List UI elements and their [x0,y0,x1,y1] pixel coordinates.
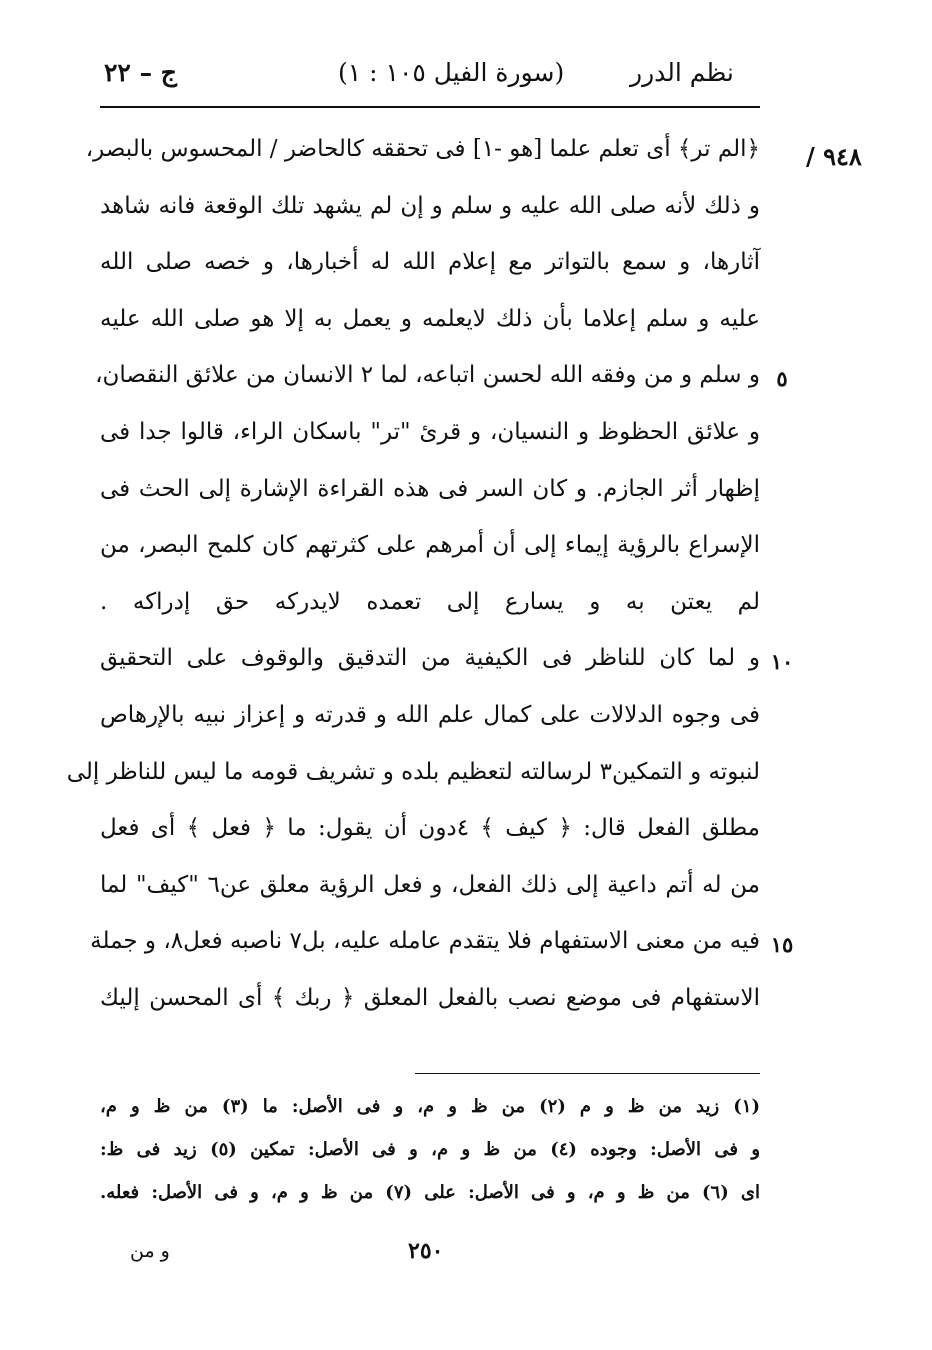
footnote-rule [415,1073,760,1074]
text-line: عليه و سلم إعلاما بأن ذلك لايعلمه و يعمل به إلا هو صلى الله عليه [100,305,760,332]
text-line: و ذلك لأنه صلى الله عليه و سلم و إن لم يشهد تلك الوقعة فانه شاهد [100,192,760,219]
text-line: ﴿الم تر﴾ أى تعلم علما [هو -١] فى تحققه كالحاضر / المحسوس بالبصر، [85,136,760,162]
text-line: فيه من معنى الاستفهام فلا يتقدم عامله عليه، بل٧ ناصبه فعل٨، و جملة [90,928,760,955]
text-line: و لما كان للناظر فى الكيفية من التدقيق والوقوف على التحقيق [100,645,760,672]
catchword: و من [130,1240,170,1262]
text-line: آثارها، و سمع بالتواتر مع إعلام الله له أخبارها، و خصه صلى الله [100,249,760,276]
text-line: من له أتم داعية إلى ذلك الفعل، و فعل الرؤية معلق عن٦ "كيف" لما [100,871,760,898]
footnote-line: و فى الأصل: وجوده (٤) من ظ و م، و فى الأصل: تمكين (٥) زيد فى ظ: [100,1139,761,1160]
page-number: ٢٥٠ [408,1238,444,1264]
header-surah-reference: (سورة الفيل ١٠٥ : ١) [338,58,565,87]
header-rule [100,106,760,108]
text-line: فى وجوه الدلالات على كمال علم الله و قدرته و إعزاز نبيه بالإرهاص [100,702,760,728]
line-number: ١٠ [770,649,794,675]
text-line: الاستفهام فى موضع نصب بالفعل المعلق ﴿ ربك ﴾ أى المحسن إليك [100,985,760,1011]
header-book-title: نظم الدرر [630,58,734,87]
text-line: و سلم و من وفقه الله لحسن اتباعه، لما ٢ الانسان من علائق النقصان، [95,362,760,389]
text-line: الإسراع بالرؤية إيماء إلى أن أمرهم على كثرتهم كان كلمح البصر، من [100,532,760,559]
text-line: و علائق الحظوظ و النسيان، و قرئ "تر" باسكان الراء، قالوا جدا فى [100,419,760,445]
margin-page-reference: ٩٤٨ / [806,142,862,171]
footnote-line: (١) زيد من ظ و م (٢) من ظ و م، و فى الأصل: ما (٣) من ظ و م، [100,1096,760,1117]
text-line: إظهار أثر الجازم. و كان السر فى هذه القراءة الإشارة إلى الحث فى [100,475,760,502]
footnote-line: اى (٦) من ظ و م، و فى الأصل: على (٧) من ظ و م، و فى الأصل: فعله. [100,1182,760,1203]
text-line: لم يعتن به و يسارع إلى تعمده لايدركه حق إدراكه . [100,588,760,615]
text-line: مطلق الفعل قال: ﴿ كيف ﴾ ٤دون أن يقول: ما ﴿ فعل ﴾ أى فعل [100,815,761,842]
text-line: لنبوته و التمكين٣ لرسالته لتعظيم بلده و تشريف قومه ما ليس للناظر إلى [66,758,760,785]
line-number: ١٥ [770,932,794,958]
line-number: ٥ [776,366,788,392]
header-volume: ج – ٢٢ [104,58,177,87]
